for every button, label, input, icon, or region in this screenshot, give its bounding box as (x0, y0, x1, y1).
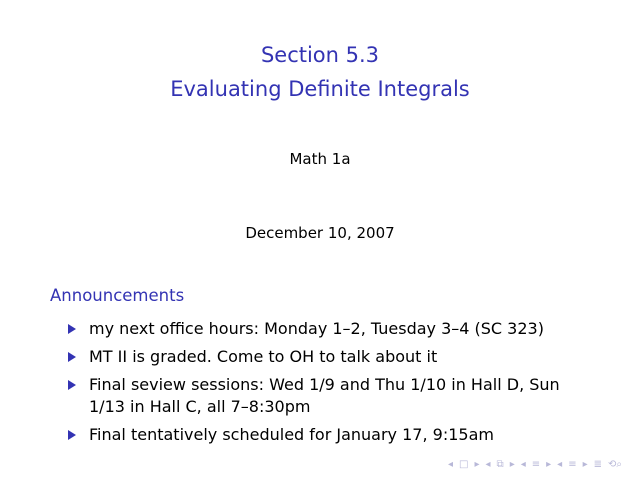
nav-section-right-icon[interactable]: ▸ (546, 459, 552, 470)
nav-right-icon[interactable]: ▸ (474, 459, 480, 470)
announcement-list (0, 318, 599, 452)
nav-section-icon[interactable]: ≡ (531, 459, 541, 470)
list-item-text: my next office hours: Monday 1–2, Tuesday 3–4 (SC 323) (89, 319, 544, 338)
nav-sub-icon[interactable]: ≡ (568, 459, 577, 470)
bullet-triangle-icon (68, 352, 76, 362)
announcements-heading: Announcements (50, 286, 185, 305)
nav-left-icon[interactable]: ◂ (448, 459, 454, 470)
list-item (0, 424, 599, 446)
slide-title-line1: Section 5.3 (260, 43, 380, 67)
slide-date: December 10, 2007 (245, 224, 395, 242)
nav-doc-icon[interactable]: ⧉ (496, 459, 504, 470)
beamer-navigation-bar (448, 459, 622, 470)
nav-search-icon[interactable]: ⟲⌕ (608, 459, 622, 470)
list-item (0, 374, 599, 418)
nav-section-left-icon[interactable]: ◂ (520, 459, 526, 470)
nav-frame-icon[interactable]: □ (459, 459, 469, 470)
list-item-text: MT II is graded. Come to OH to talk about it (89, 347, 438, 366)
course-name: Math 1a (289, 150, 351, 168)
bullet-triangle-icon (68, 324, 76, 334)
nav-align-icon[interactable]: ≣ (593, 459, 603, 470)
bullet-triangle-icon (68, 430, 76, 440)
nav-sub-left-icon[interactable]: ◂ (557, 459, 563, 470)
list-item (0, 346, 599, 368)
nav-frame-right-icon[interactable]: ▸ (509, 459, 515, 470)
list-item-text: Final seview sessions: Wed 1/9 and Thu 1/10 in Hall D, Sun 1/13 in Hall C, all 7–8:30pm (89, 375, 560, 416)
nav-sub-right-icon[interactable]: ▸ (582, 459, 588, 470)
bullet-triangle-icon (68, 380, 76, 390)
slide-title-line2: Evaluating Definite Integrals (170, 77, 470, 101)
nav-frame-left-icon[interactable]: ◂ (485, 459, 491, 470)
list-item (0, 318, 599, 340)
list-item-text: Final tentatively scheduled for January 17, 9:15am (89, 425, 494, 444)
